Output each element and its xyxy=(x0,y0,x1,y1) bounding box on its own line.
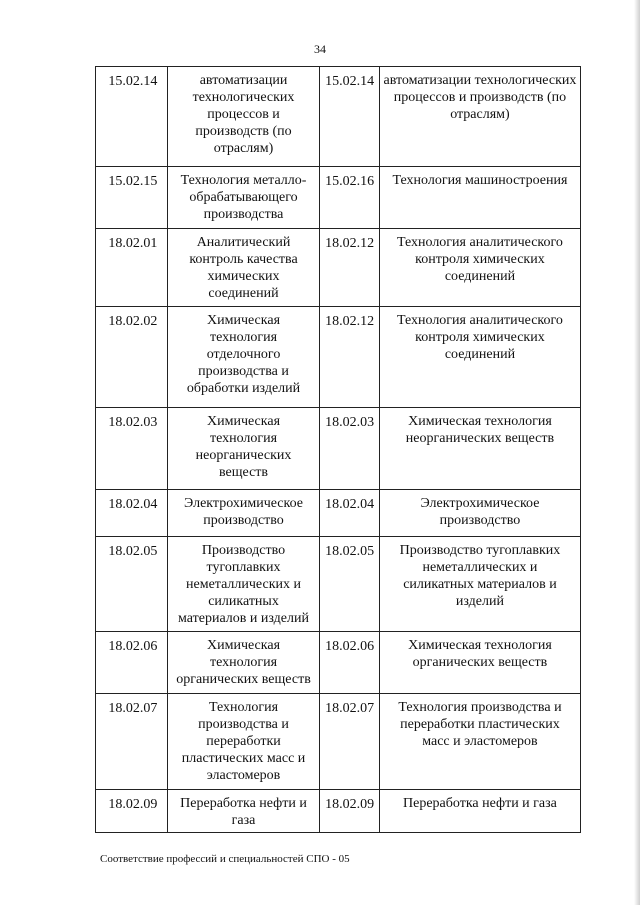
code-right-cell: 18.02.04 xyxy=(320,490,380,537)
specialties-table xyxy=(95,66,581,833)
table-row xyxy=(96,490,581,537)
table-row xyxy=(96,408,581,490)
code-left-cell: 18.02.09 xyxy=(96,790,168,833)
code-left-cell: 18.02.04 xyxy=(96,490,168,537)
code-left-cell: 18.02.07 xyxy=(96,694,168,790)
table-row xyxy=(96,632,581,694)
name-left-cell: Технология металло-обрабатывающего производства xyxy=(167,167,320,229)
table-row xyxy=(96,307,581,408)
name-left-cell: Электрохимическое производство xyxy=(167,490,320,537)
name-right-cell: Технология производства и переработки пластических масс и эластомеров xyxy=(379,694,580,790)
name-left-cell: Аналитический контроль качества химических соединений xyxy=(167,229,320,307)
name-right-cell: Технология аналитического контроля химических соединений xyxy=(379,229,580,307)
code-right-cell: 18.02.06 xyxy=(320,632,380,694)
code-left-cell: 18.02.03 xyxy=(96,408,168,490)
name-left-cell: Технология производства и переработки пластических масс и эластомеров xyxy=(167,694,320,790)
code-right-cell: 15.02.16 xyxy=(320,167,380,229)
page-footer: Соответствие профессий и специальностей СПО - 05 xyxy=(100,853,350,865)
code-right-cell: 18.02.12 xyxy=(320,307,380,408)
name-left-cell: автоматизации технологических процессов и производств (по отраслям) xyxy=(167,67,320,167)
code-left-cell: 18.02.01 xyxy=(96,229,168,307)
table-row xyxy=(96,229,581,307)
name-right-cell: Технология машиностроения xyxy=(379,167,580,229)
name-left-cell: Переработка нефти и газа xyxy=(167,790,320,833)
code-left-cell: 15.02.15 xyxy=(96,167,168,229)
page-number: 34 xyxy=(314,42,326,56)
name-left-cell: Химическая технология отделочного производства и обработки изделий xyxy=(167,307,320,408)
name-right-cell: Производство тугоплавких неметаллических и силикатных материалов и изделий xyxy=(379,537,580,632)
code-left-cell: 18.02.06 xyxy=(96,632,168,694)
code-left-cell: 18.02.05 xyxy=(96,537,168,632)
name-left-cell: Химическая технология неорганических веществ xyxy=(167,408,320,490)
code-right-cell: 18.02.09 xyxy=(320,790,380,833)
table-row xyxy=(96,167,581,229)
name-left-cell: Химическая технология органических веществ xyxy=(167,632,320,694)
table-row xyxy=(96,67,581,167)
code-right-cell: 15.02.14 xyxy=(320,67,380,167)
name-right-cell: Переработка нефти и газа xyxy=(379,790,580,833)
name-right-cell: Химическая технология неорганических веществ xyxy=(379,408,580,490)
code-right-cell: 18.02.03 xyxy=(320,408,380,490)
code-right-cell: 18.02.07 xyxy=(320,694,380,790)
scan-edge-shadow xyxy=(634,0,640,905)
name-left-cell: Производство тугоплавких неметаллических и силикатных материалов и изделий xyxy=(167,537,320,632)
code-left-cell: 15.02.14 xyxy=(96,67,168,167)
code-left-cell: 18.02.02 xyxy=(96,307,168,408)
table-row xyxy=(96,694,581,790)
name-right-cell: Технология аналитического контроля химических соединений xyxy=(379,307,580,408)
table-row xyxy=(96,790,581,833)
name-right-cell: Химическая технология органических веществ xyxy=(379,632,580,694)
code-right-cell: 18.02.05 xyxy=(320,537,380,632)
table-row xyxy=(96,537,581,632)
code-right-cell: 18.02.12 xyxy=(320,229,380,307)
name-right-cell: Электрохимическое производство xyxy=(379,490,580,537)
name-right-cell: автоматизации технологических процессов и производств (по отраслям) xyxy=(379,67,580,167)
